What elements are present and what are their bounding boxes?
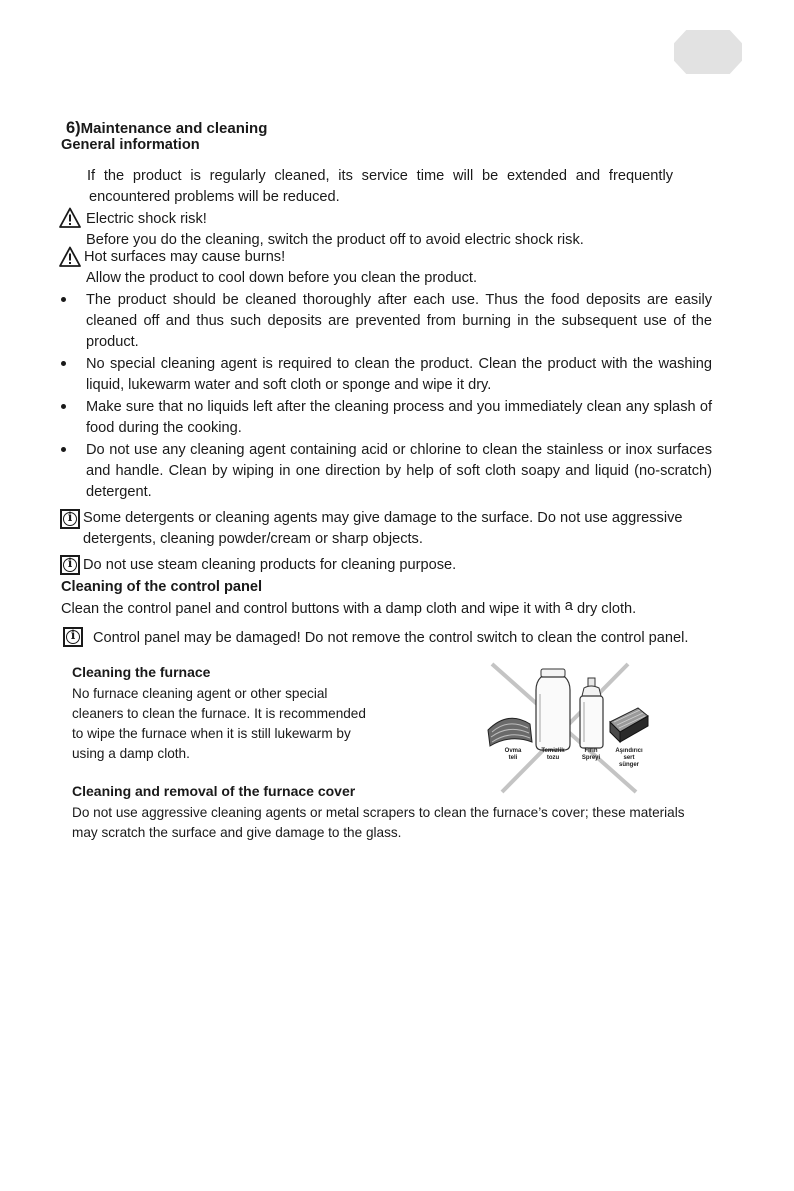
forbidden-cleaners-illustration <box>478 660 650 794</box>
forbidden-products-drawing <box>478 660 650 794</box>
control-panel-text-main: Clean the control panel and control buttons with a damp cloth and wipe it with <box>61 601 561 617</box>
control-panel-text-end: dry cloth. <box>576 601 637 617</box>
page-corner-tab <box>674 30 742 74</box>
label-line: teli <box>508 755 518 761</box>
label-line: Spreyi <box>581 755 601 761</box>
label-line: sünger <box>618 762 639 768</box>
label-line: Aşındırıcı <box>615 748 643 754</box>
control-panel-text <box>61 599 636 619</box>
label-line: Ovma <box>504 748 522 754</box>
general-heading: General information <box>61 137 200 153</box>
control-panel-heading: Cleaning of the control panel <box>61 579 263 595</box>
control-panel-text-a: a <box>564 598 573 614</box>
label-cleaning-powder <box>536 748 570 762</box>
bullet-dot <box>61 297 66 302</box>
oven-spray-icon <box>580 678 603 748</box>
section-title <box>66 119 267 138</box>
label-steel-wool <box>496 748 530 762</box>
steel-wool-icon <box>488 718 532 746</box>
abrasive-sponge-icon <box>610 708 648 742</box>
label-oven-spray <box>574 748 608 762</box>
furnace-cover-heading: Cleaning and removal of the furnace cover <box>72 783 356 799</box>
furnace-heading: Cleaning the furnace <box>72 664 211 680</box>
label-line: Fırın <box>584 748 598 754</box>
warning-triangle-icon <box>59 207 81 228</box>
info-icon: i <box>60 555 80 575</box>
bullet-item: Do not use any cleaning agent containing acid or chlorine to clean the stainless or inox surfaces and handle. Clean by wiping in one direction by help of soft cloth soapy and liquid (no-scratch) detergent. <box>86 442 712 500</box>
info-icon: i <box>60 509 80 529</box>
furnace-line: using a damp cloth. <box>72 746 190 761</box>
warning-hot-text: Allow the product to cool down before you clean the product. <box>86 270 478 286</box>
label-abrasive-sponge <box>612 748 646 769</box>
note-steam: Do not use steam cleaning products for cleaning purpose. <box>83 557 457 573</box>
note-detergents-line-1: Some detergents or cleaning agents may give damage to the surface. Do not use aggressive <box>83 510 683 526</box>
warning-triangle-icon <box>59 246 81 267</box>
bullet-item: Make sure that no liquids left after the cleaning process and you immediately clean any splash of food during the cooking. <box>86 399 712 436</box>
bullet-item: No special cleaning agent is required to clean the product. Clean the product with the washing liquid, lukewarm water and soft cloth or sponge and wipe it dry. <box>86 356 712 393</box>
label-line: tozu <box>546 755 560 761</box>
info-icon: i <box>63 627 83 647</box>
bullet-dot <box>61 361 66 366</box>
section-number: 6) <box>66 119 81 137</box>
furnace-line: No furnace cleaning agent or other special <box>72 686 328 701</box>
control-panel-note: Control panel may be damaged! Do not remove the control switch to clean the control panel. <box>93 630 689 646</box>
bullet-dot <box>61 404 66 409</box>
furnace-line: cleaners to clean the furnace. It is recommended <box>72 706 366 721</box>
furnace-line: to wipe the furnace when it is still lukewarm by <box>72 726 351 741</box>
label-line: sert <box>623 755 635 761</box>
furnace-cover-line-2: may scratch the surface and give damage to the glass. <box>72 825 402 840</box>
note-detergents-line-2: detergents, cleaning powder/cream or sharp objects. <box>83 531 423 547</box>
bullet-item: The product should be cleaned thoroughly after each use. Thus the food deposits are easily cleaned off and thus such deposits are prevented from burning in the subsequent use of the product. <box>86 292 712 350</box>
furnace-cover-line-1: Do not use aggressive cleaning agents or metal scrapers to clean the furnace’s cover; these materials <box>72 805 685 820</box>
label-line: Temizlik <box>541 748 565 754</box>
intro-line-1: If the product is regularly cleaned, its service time will be extended and frequently <box>87 168 673 184</box>
cleaning-powder-icon <box>536 669 570 750</box>
bullet-dot <box>61 447 66 452</box>
section-title-text: Maintenance and cleaning <box>80 120 268 137</box>
warning-electric-title: Electric shock risk! <box>86 211 207 227</box>
warning-electric-text: Before you do the cleaning, switch the product off to avoid electric shock risk. <box>86 232 584 248</box>
warning-hot-title: Hot surfaces may cause burns! <box>84 249 286 265</box>
intro-line-2: encountered problems will be reduced. <box>89 189 340 205</box>
